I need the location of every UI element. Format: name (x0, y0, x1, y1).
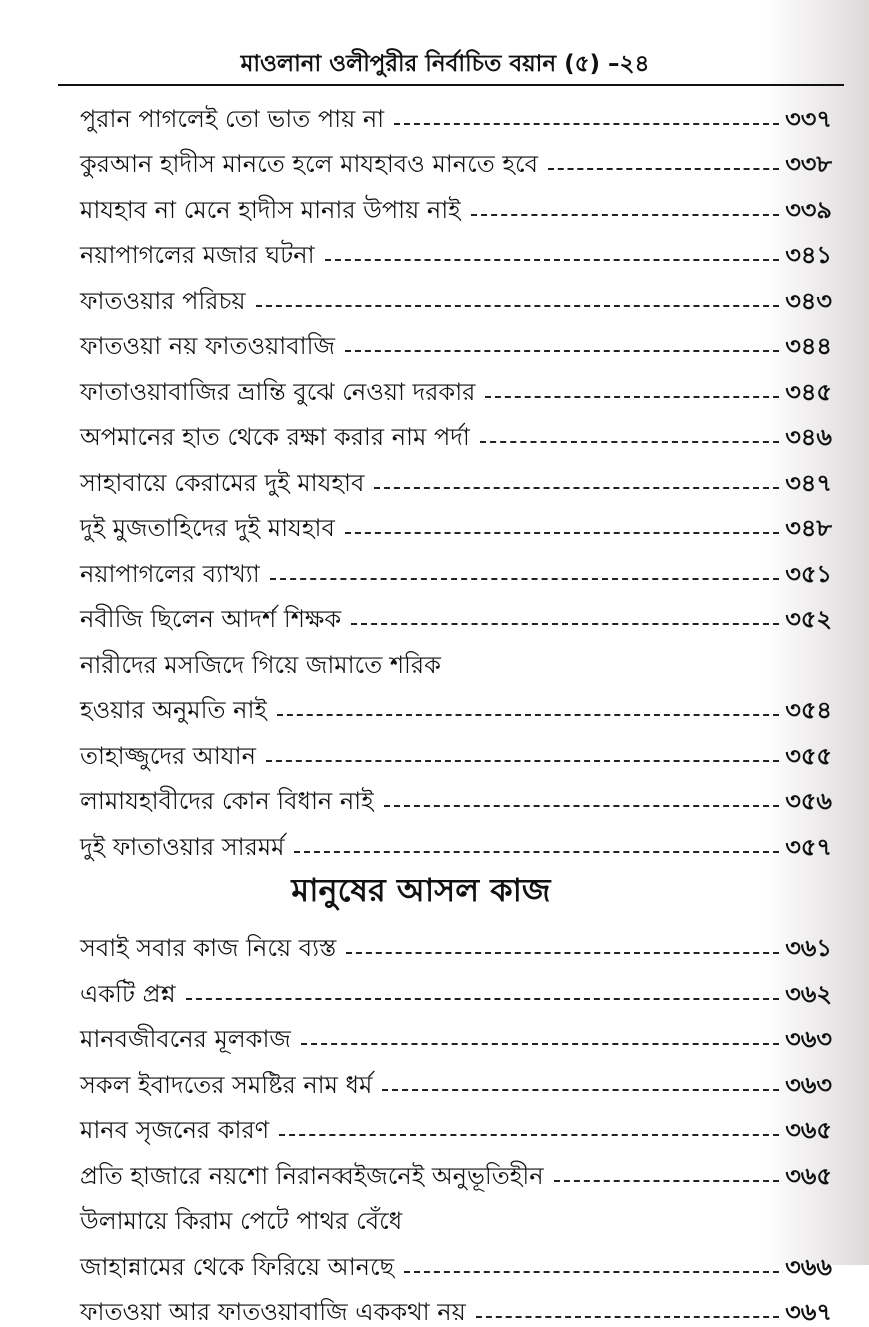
dot-leader (186, 998, 780, 1000)
toc-entry (80, 225, 832, 271)
entry-page: ৩৫৭ (785, 832, 832, 862)
toc-entry (80, 316, 832, 362)
entry-title: হওয়ার অনুমতি নাই (80, 695, 267, 725)
entry-page: ৩৬৫ (785, 1115, 832, 1145)
dot-leader (480, 441, 779, 443)
toc-entry (80, 88, 832, 134)
dot-leader (404, 1271, 779, 1273)
toc-entry (80, 1282, 832, 1327)
entry-page: ৩৬৩ (785, 1070, 832, 1100)
dot-leader (485, 396, 779, 398)
entry-title: নয়াপাগলের ব্যাখ্যা (80, 559, 260, 589)
dot-leader (384, 805, 780, 807)
entry-page: ৩৬৬ (785, 1252, 832, 1282)
dot-leader (374, 487, 779, 489)
entry-title: সবাই সবার কাজ নিয়ে ব্যস্ত (80, 933, 336, 963)
toc-entry (80, 589, 832, 635)
entry-title: লামাযহাবীদের কোন বিধান নাই (80, 786, 374, 816)
entry-page: ৩৬১ (785, 933, 832, 963)
dot-leader (554, 1180, 780, 1182)
toc-entry (80, 680, 832, 726)
dot-leader (345, 350, 779, 352)
entry-page: ৩৩৮ (785, 149, 832, 179)
dot-leader (256, 305, 780, 307)
entry-title: একটি প্রশ্ন (80, 979, 176, 1009)
entry-title: নবীজি ছিলেন আদর্শ শিক্ষক (80, 604, 341, 634)
dot-leader (270, 578, 780, 580)
entry-page: ৩৫৫ (785, 741, 832, 771)
entry-title: ফাতওয়ার পরিচয় (80, 286, 246, 316)
entry-title: কুরআন হাদীস মানতে হলে মাযহাবও মানতে হবে (80, 149, 538, 179)
dot-leader (266, 760, 779, 762)
page-header: মাওলানা ওলীপুরীর নির্বাচিত বয়ান (৫) –২৪ (60, 44, 830, 84)
entry-title: নারীদের মসজিদে গিয়ে জামাতে শরিক (80, 650, 441, 680)
entry-title: সাহাবায়ে কেরামের দুই মাযহাব (80, 468, 364, 498)
entry-title: ফাতাওয়াবাজির ভ্রান্তি বুঝে নেওয়া দরকার (80, 377, 475, 407)
entry-page: ৩৪৭ (785, 468, 832, 498)
header-rule (58, 84, 844, 86)
toc-entry (80, 498, 832, 544)
entry-page: ৩৫৬ (785, 786, 832, 816)
entry-page: ৩৪৮ (785, 513, 832, 543)
entry-title: দুই ফাতাওয়ার সারমর্ম (80, 832, 284, 862)
entry-page: ৩৫৪ (785, 695, 832, 725)
toc-entry (80, 1236, 832, 1282)
entry-title: নয়াপাগলের মজার ঘটনা (80, 240, 315, 270)
entry-page: ৩৬৭ (785, 1297, 832, 1327)
toc-entry (80, 270, 832, 316)
entry-title: তাহাজ্জুদের আযান (80, 741, 256, 771)
entry-page: ৩৬২ (785, 979, 832, 1009)
dot-leader (345, 532, 779, 534)
dot-leader (325, 259, 780, 261)
toc-entry (80, 725, 832, 771)
dot-leader (394, 123, 779, 125)
entry-title: মাযহাব না মেনে হাদীস মানার উপায় নাই (80, 195, 461, 225)
toc-entry (80, 134, 832, 180)
entry-title: মানব সৃজনের কারণ (80, 1115, 269, 1145)
toc-entry-first-line (80, 1191, 832, 1237)
dot-leader (476, 1316, 779, 1318)
entry-page: ৩৪৫ (785, 377, 832, 407)
entry-page: ৩৩৭ (785, 104, 832, 134)
entry-title: মানবজীবনের মূলকাজ (80, 1024, 291, 1054)
entry-title: জাহান্নামের থেকে ফিরিয়ে আনছে (80, 1252, 394, 1282)
entry-title: অপমানের হাত থেকে রক্ষা করার নাম পর্দা (80, 422, 470, 452)
entry-title: প্রতি হাজারে নয়শো নিরানব্বইজনেই অনুভূতিহীন (80, 1161, 544, 1191)
toc-entry (80, 1100, 832, 1146)
toc-entry (80, 361, 832, 407)
entry-page: ৩৪৩ (785, 286, 832, 316)
toc-entry (80, 452, 832, 498)
dot-leader (277, 714, 779, 716)
entry-title: ফাতওয়া আর ফাতওয়াবাজি এককথা নয় (80, 1297, 466, 1327)
dot-leader (294, 851, 779, 853)
dot-leader (301, 1043, 779, 1045)
toc-entry (80, 407, 832, 453)
entry-title: দুই মুজতাহিদের দুই মাযহাব (80, 513, 335, 543)
toc-entry (80, 918, 832, 964)
dot-leader (279, 1134, 779, 1136)
toc-entry (80, 1009, 832, 1055)
toc-entry (80, 1145, 832, 1191)
section-heading: মানুষের আসল কাজ (80, 862, 832, 918)
entry-page: ৩৪৪ (785, 331, 832, 361)
entry-title: ফাতওয়া নয় ফাতওয়াবাজি (80, 331, 335, 361)
dot-leader (382, 1089, 779, 1091)
dot-leader (471, 214, 780, 216)
dot-leader (548, 168, 779, 170)
table-of-contents (80, 88, 832, 1327)
entry-page: ৩৬৫ (785, 1161, 832, 1191)
entry-page: ৩৪১ (785, 240, 832, 270)
toc-entry-first-line (80, 634, 832, 680)
entry-page: ৩৫২ (785, 604, 832, 634)
entry-page: ৩৬৩ (785, 1024, 832, 1054)
entry-page: ৩৩৯ (785, 195, 832, 225)
entry-page: ৩৫১ (785, 559, 832, 589)
entry-title: সকল ইবাদতের সমষ্টির নাম ধর্ম (80, 1070, 372, 1100)
toc-entry (80, 543, 832, 589)
toc-entry (80, 179, 832, 225)
toc-entry (80, 816, 832, 862)
dot-leader (351, 623, 779, 625)
entry-page: ৩৪৬ (785, 422, 832, 452)
entry-title: পুরান পাগলেই তো ভাত পায় না (80, 104, 384, 134)
toc-entry (80, 963, 832, 1009)
entry-title: উলামায়ে কিরাম পেটে পাথর বেঁধে (80, 1206, 402, 1236)
toc-entry (80, 1054, 832, 1100)
toc-entry (80, 771, 832, 817)
dot-leader (346, 952, 779, 954)
